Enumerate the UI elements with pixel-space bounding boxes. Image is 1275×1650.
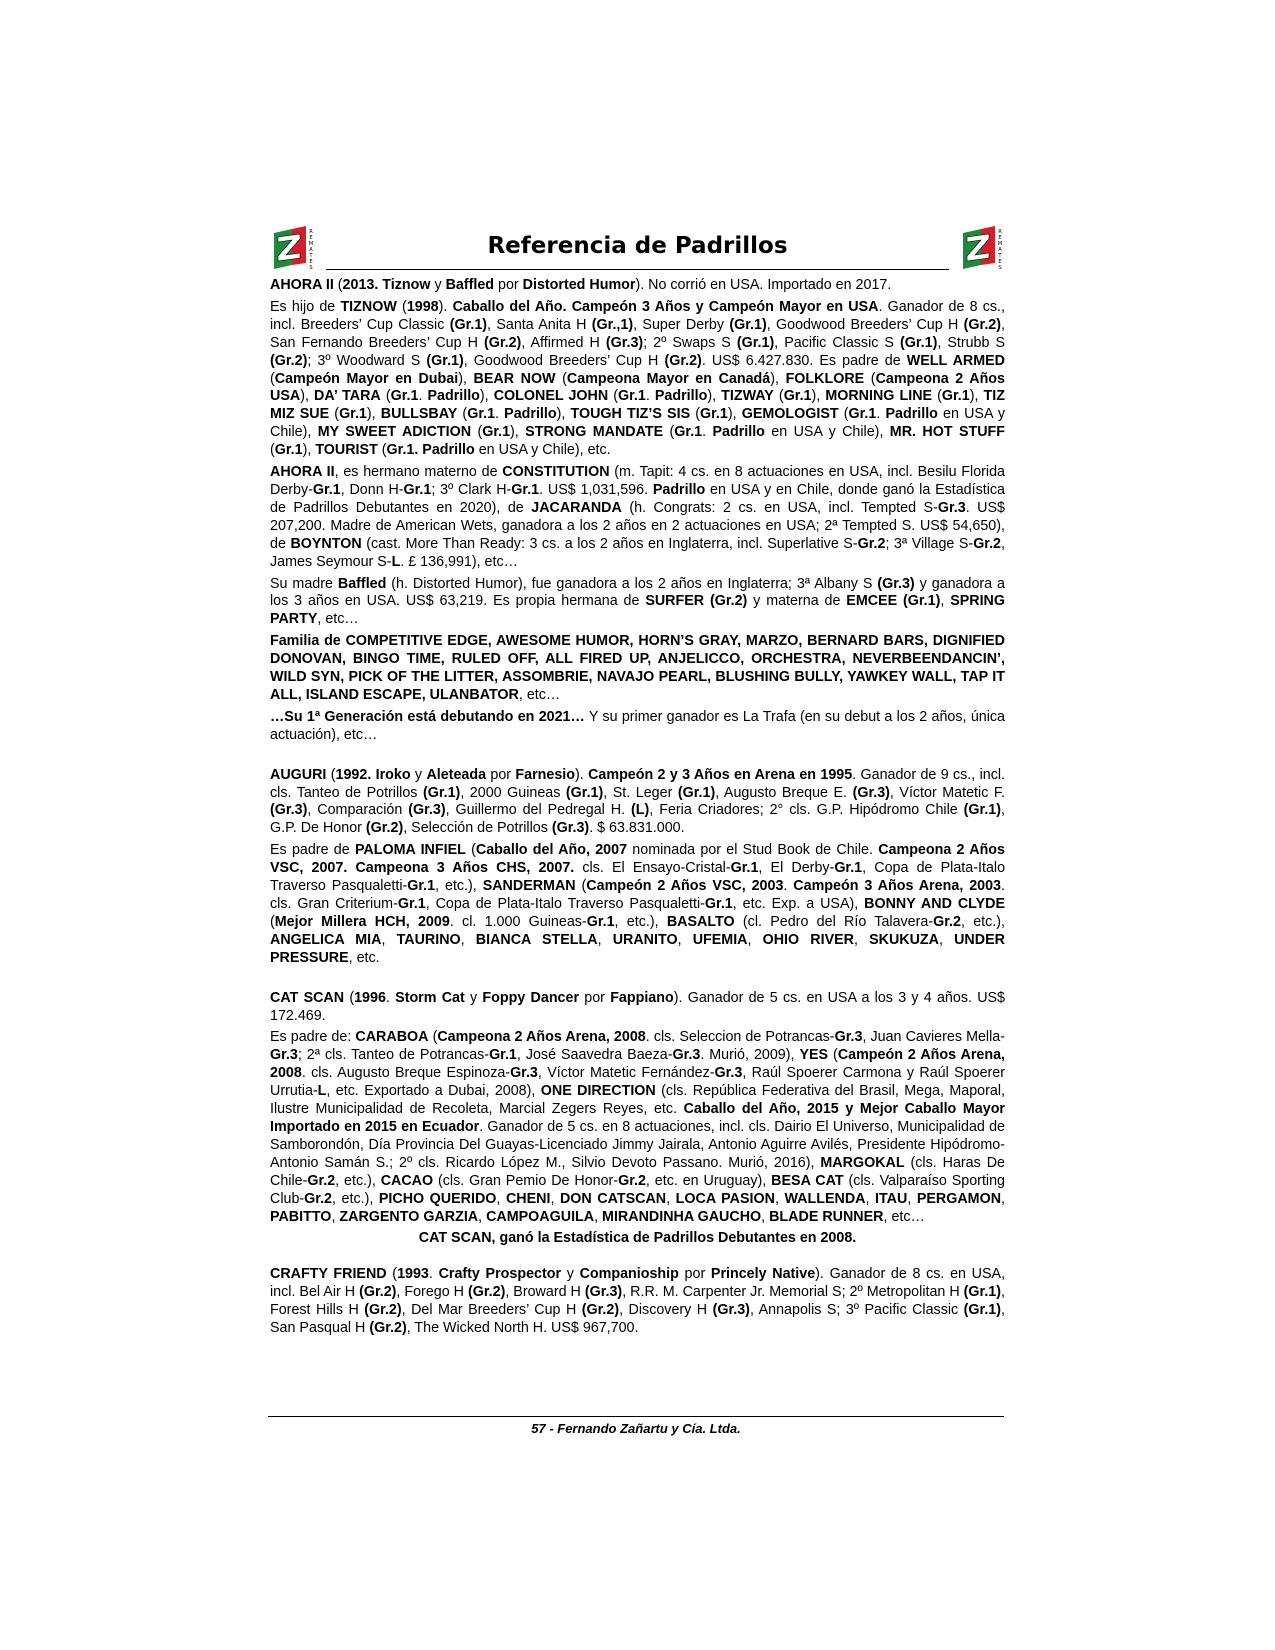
entry-crafty-friend bbox=[270, 1266, 1005, 1338]
svg-text:M: M bbox=[997, 241, 1003, 247]
entry-paragraph: Es padre de PALOMA INFIEL (Caballo del Año, 2007 nominada por el Stud Book de Chile. Campeona 2 Años VSC, 2007. Campeona 3 Años CHS, 2007. cls. El Ensayo-Cristal-Gr.1, El Derby-Gr.1, Copa de Plata-Italo Traverso Pasqualetti-Gr.1, etc.), SANDERMAN (Campeón 2 Años VSC, 2003. Campeón 3 Años Arena, 2003. cls. Gran Criterium-Gr.1, Copa de Plata-Italo Traverso Pasqualetti-Gr.1, etc. Exp. a USA), BONNY AND CLYDE (Mejor Millera HCH, 2009. cl. 1.000 Guineas-Gr.1, etc.), BASALTO (cl. Pedro del Río Talavera-Gr.2, etc.), ANGELICA MIA, TAURINO, BIANCA STELLA, URANITO, UFEMIA, OHIO RIVER, SKUKUZA, UNDER PRESSURE, etc. bbox=[270, 842, 1006, 966]
entry-ahora-ii bbox=[270, 277, 1005, 745]
entry-heading: AHORA II (2013. Tiznow y Baffled por Distorted Humor). No corrió en USA. Importado en 2017. bbox=[270, 277, 892, 293]
document-page bbox=[270, 225, 1005, 1342]
entry-cat-scan bbox=[270, 990, 1005, 1249]
svg-text:R: R bbox=[309, 229, 313, 235]
entry-paragraph: AHORA II, es hermano materno de CONSTITUTION (m. Tapit: 4 cs. en 8 actuaciones en USA, incl. Besilu Florida Derby-Gr.1, Donn H-Gr.1; 3º Clark H-Gr.1. US$ 1,031,596. Padrillo en USA y en Chile, donde ganó la Estadística de Padrillos Debutantes en 2020), de JACARANDA (h. Congrats: 2 cs. en USA, incl. Tempted S-Gr.3. US$ 207,200. Madre de American Wets, ganadora a los 2 años en 2 actuaciones en USA; 2ª Tempted S. US$ 54,650), de BOYNTON (cast. More Than Ready: 3 cs. a los 2 años en Inglaterra, incl. Superlative S-Gr.2; 3ª Village S-Gr.2, James Seymour S-L. £ 136,991), etc… bbox=[270, 464, 1005, 570]
entry-auguri bbox=[270, 767, 1005, 968]
svg-text:E: E bbox=[309, 235, 313, 241]
entry-paragraph: Su madre Baffled (h. Distorted Humor), fue ganadora a los 2 años en Inglaterra; 3ª Albany S (Gr.3) y ganadora a los 3 años en USA. US$ 63,219. Es propia hermana de SURFER (Gr.2) y materna de EMCEE (Gr.1), SPRING PARTY, etc… bbox=[270, 575, 1006, 628]
sire-references bbox=[270, 277, 1005, 1338]
entry-family: Familia de COMPETITIVE EDGE, AWESOME HUMOR, HORN’S GRAY, MARZO, BERNARD BARS, DIGNIFIED DONOVAN, BINGO TIME, RULED OFF, ALL FIRED UP, ANJELICCO, ORCHESTRA, NEVERBEENDANCIN’, WILD SYN, PICK OF THE LITTER, ASSOMBRIE, NAVAJO PEARL, BLUSHING BULLY, YAWKEY WALL, TAP IT ALL, ISLAND ESCAPE, ULANBATOR, etc… bbox=[270, 633, 1005, 703]
svg-text:S: S bbox=[309, 265, 313, 271]
svg-text:E: E bbox=[998, 259, 1002, 265]
entry-paragraph: …Su 1ª Generación está debutando en 2021… Y su primer ganador es La Trafa (en su debut a los 2 años, única actuación), etc… bbox=[270, 708, 1005, 743]
svg-text:A: A bbox=[309, 247, 313, 253]
page-footer: 57 - Fernando Zañartu y Cía. Ltda. bbox=[531, 1421, 741, 1436]
entry-paragraph: Es hijo de TIZNOW (1998). Caballo del Año. Campeón 3 Años y Campeón Mayor en USA. Ganador de 8 cs., incl. Breeders’ Cup Classic (Gr.1), Santa Anita H (Gr.,1), Super Derby (Gr.1), Goodwood Breeders’ Cup H (Gr.2), San Fernando Breeders’ Cup H (Gr.2), Affirmed H (Gr.3); 2º Swaps S (Gr.1), Pacific Classic S (Gr.1), Strubb S (Gr.2); 3º Woodward S (Gr.1), Goodwood Breeders’ Cup H (Gr.2). US$ 6.427.830. Es padre de WELL ARMED (Campeón Mayor en Dubai), BEAR NOW (Campeona Mayor en Canadá), FOLKLORE (Campeona 2 Años USA), DA’ TARA (Gr.1. Padrillo), COLONEL JOHN (Gr.1. Padrillo), TIZWAY (Gr.1), MORNING LINE (Gr.1), TIZ MIZ SUE (Gr.1), BULLSBAY (Gr.1. Padrillo), TOUGH TIZ’S SIS (Gr.1), GEMOLOGIST (Gr.1. Padrillo en USA y Chile), MY SWEET ADICTION (Gr.1), STRONG MANDATE (Gr.1. Padrillo en USA y Chile), MR. HOT STUFF (Gr.1), TOURIST (Gr.1. Padrillo en USA y Chile), etc. bbox=[270, 298, 1006, 459]
svg-text:T: T bbox=[998, 253, 1002, 259]
svg-text:A: A bbox=[998, 247, 1002, 253]
header-rule bbox=[326, 269, 949, 270]
zj-remates-logo bbox=[270, 225, 316, 273]
entry-heading: CRAFTY FRIEND (1993. Crafty Prospector y Companioship por Princely Native). Ganador de 8 cs. en USA, incl. Bel Air H (Gr.2), Forego H (Gr.2), Broward H (Gr.3), R.R. M. Carpenter Jr. Memorial S; 2º Metropolitan H (Gr.1), Forest Hills H (Gr.2), Del Mar Breeders’ Cup H (Gr.2), Discovery H (Gr.3), Annapolis S; 3º Pacific Classic (Gr.1), San Pasqual H (Gr.2), The Wicked North H. US$ 967,700. bbox=[270, 1266, 1006, 1337]
svg-text:S: S bbox=[998, 265, 1002, 271]
footer-rule bbox=[268, 1416, 1004, 1417]
svg-text:E: E bbox=[998, 235, 1002, 241]
page-title: Referencia de Padrillos bbox=[487, 233, 788, 259]
svg-text:R: R bbox=[998, 229, 1002, 235]
entry-paragraph: Es padre de: CARABOA (Campeona 2 Años Arena, 2008. cls. Seleccion de Potrancas-Gr.3, Juan Cavieres Mella-Gr.3; 2ª cls. Tanteo de Potrancas-Gr.1, José Saavedra Baeza-Gr.3. Murió, 2009), YES (Campeón 2 Años Arena, 2008. cls. Augusto Breque Espinoza-Gr.3, Víctor Matetic Fernández-Gr.3, Raúl Spoerer Carmona y Raúl Spoerer Urrutia-L, etc. Exportado a Dubai, 2008), ONE DIRECTION (cls. República Federativa del Brasil, Mega, Maporal, Ilustre Municipalidad de Recoleta, Marcial Zegers Reyes, etc. Caballo del Año, 2015 y Mejor Caballo Mayor Importado en 2015 en Ecuador. Ganador de 5 cs. en 8 actuaciones, incl. cls. Dairio El Universo, Municipalidad de Samborondón, Día Provincia Del Guayas-Licenciado Jimmy Jairala, Antonio Aguirre Avilés, Presidente Hipódromo-Antonio Samán S.; 2º cls. Ricardo López M., Silvio Devoto Passano. Murió, 2016), MARGOKAL (cls. Haras De Chile-Gr.2, etc.), CACAO (cls. Gran Pemio De Honor-Gr.2, etc. en Uruguay), BESA CAT (cls. Valparaíso Sporting Club-Gr.2, etc.), PICHO QUERIDO, CHENI, DON CATSCAN, LOCA PASION, WALLENDA, ITAU, PERGAMON, PABITTO, ZARGENTO GARZIA, CAMPOAGUILA, MIRANDINHA GAUCHO, BLADE RUNNER, etc… bbox=[270, 1029, 1006, 1225]
zj-remates-logo bbox=[959, 225, 1005, 273]
entry-heading: CAT SCAN (1996. Storm Cat y Foppy Dancer por Fappiano). Ganador de 5 cs. en USA a los 3 y 4 años. US$ 172.469. bbox=[270, 989, 1006, 1024]
svg-text:T: T bbox=[309, 253, 313, 259]
svg-text:E: E bbox=[309, 259, 313, 265]
entry-heading: AUGURI (1992. Iroko y Aleteada por Farnesio). Campeón 2 y 3 Años en Arena en 1995. Ganador de 9 cs., incl. cls. Tanteo de Potrillos (Gr.1), 2000 Guineas (Gr.1), St. Leger (Gr.1), Augusto Breque E. (Gr.3), Víctor Matetic F. (Gr.3), Comparación (Gr.3), Guillermo del Pedregal H. (L), Feria Criadores; 2° cls. G.P. Hipódromo Chile (Gr.1), G.P. De Honor (Gr.2), Selección de Potrillos (Gr.3). $ 63.831.000. bbox=[270, 766, 1006, 837]
entry-note: CAT SCAN, ganó la Estadística de Padrillos Debutantes en 2008. bbox=[418, 1230, 857, 1247]
page-header bbox=[270, 225, 1005, 275]
svg-text:M: M bbox=[308, 241, 314, 247]
